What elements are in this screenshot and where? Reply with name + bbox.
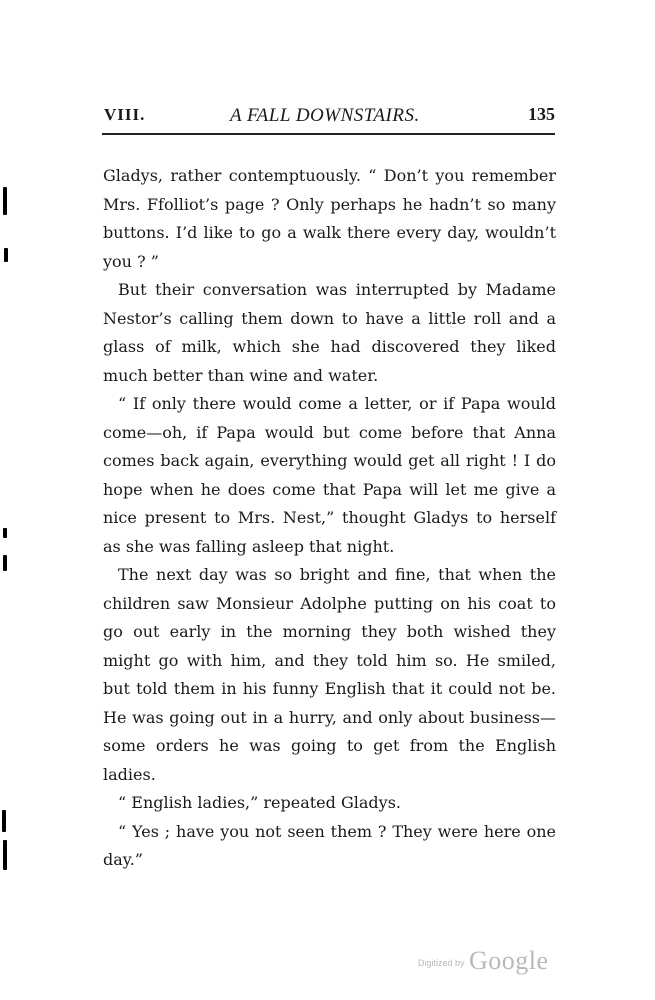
page-number: 135: [528, 104, 555, 124]
page-body: [103, 162, 556, 875]
scan-mark: [3, 555, 7, 571]
scan-mark: [3, 187, 7, 215]
paragraph-3: “ If only there would come a letter, or if Papa would come—oh, if Papa would but come before that Anna comes back again, everything would get all right ! I do hope when he does come that Papa will let me give a nice present to Mrs. Nest,” thought Gladys to herself as she was falling asleep that night.: [103, 394, 556, 556]
paragraph-2: But their conversation was interrupted by Madame Nestor’s calling them down to have a little roll and a glass of milk, which she had discovered they liked much better than wine and water.: [103, 280, 556, 385]
digitized-watermark: [418, 946, 549, 976]
scan-mark: [3, 528, 7, 538]
chapter-number: VIII.: [104, 105, 146, 124]
paragraph-4: The next day was so bright and fine, that when the children saw Monsieur Adolphe putting on his coat to go out early in the morning they both wished they might go with him, and they told him so. He smiled, but told them in his funny English that it could not be. He was going out in a hurry, and only about business—some orders he was going to get from the English ladies.: [103, 565, 556, 784]
scan-mark: [2, 810, 6, 832]
running-title: A FALL DOWNSTAIRS.: [230, 105, 420, 126]
paragraph-6: “ Yes ; have you not seen them ? They were here one day.”: [103, 821, 556, 869]
paragraph-1: Gladys, rather contemptuously. “ Don’t you remember Mrs. Ffolliot’s page ? Only perhaps he hadn’t so many buttons. I’d like to go a walk there every day, wouldn’t you ? ”: [103, 166, 556, 271]
digitized-by-text: Digitized by: [418, 958, 465, 968]
scan-mark: [3, 840, 7, 870]
paragraph-5: “ English ladies,” repeated Gladys.: [118, 793, 401, 812]
google-logo: Google: [468, 946, 549, 975]
scan-mark: [4, 248, 8, 262]
running-header: [102, 103, 555, 135]
